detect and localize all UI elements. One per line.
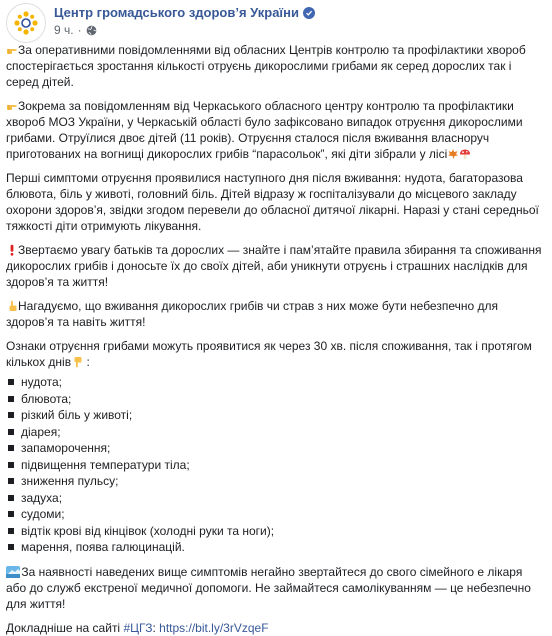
- hand-point-up-icon: [6, 300, 18, 312]
- list-item: судоми;: [6, 506, 544, 523]
- paragraph-call-doctor: [6, 564, 544, 612]
- post-body: [6, 42, 544, 636]
- phc-logo-icon: [13, 10, 39, 36]
- red-exclamation-icon: [6, 244, 18, 256]
- meta-separator: ·: [77, 23, 82, 37]
- list-item: блювота;: [6, 391, 544, 408]
- paragraph-call-doctor-text: За наявності наведених вище симптомів негайно звертайтеся до свого сімейного е лікаря або до служб екстреної медичної допомоги. Не займайтеся самолікуванням — це небезпечно для життя!: [6, 564, 531, 611]
- list-item: нудота;: [6, 374, 544, 391]
- verified-badge-icon: [303, 7, 315, 19]
- bullet-square-icon: [8, 445, 14, 451]
- hand-point-right-icon: [6, 100, 18, 112]
- page-name-link[interactable]: Центр громадського здоров’я України: [54, 5, 299, 20]
- paragraph-reminder: [6, 298, 544, 330]
- list-item: марення, поява галюцинацій.: [6, 539, 544, 556]
- maple-leaf-icon: [447, 148, 459, 160]
- paragraph-warning: [6, 242, 544, 290]
- list-item: відтік крові від кінцівок (холодні руки та ноги);: [6, 523, 544, 540]
- paragraph-more-info: [6, 620, 544, 636]
- paragraph-case-text: Зокрема за повідомленням від Черкаського обласного центру контролю та профілактики хвороб МОЗ України, у Черкаській області було зафіксовано випадок отруєння дикорослими грибами. Отруїлися двоє дітей (11 років). Отруєння сталося після вживання власноруч приготованих на вогнищі дикорослих грибів “парасольок”, які діти зібрали у лісі: [6, 99, 523, 161]
- post-meta: [54, 22, 315, 38]
- more-info-colon: :: [152, 620, 160, 635]
- paragraph-signs-colon: :: [83, 355, 90, 369]
- paragraph-symptoms-case-text: Перші симптоми отруєння проявилися наступного дня після вживання: нудота, багаторазова блювота, біль у животі, головний біль. Дітей відразу ж госпіталізували до місцевого закладу охорони здоров’я, звідки згодом перевели до обласної дитячої лікарні. Наразі у стані середньої тяжкості діти отримують лікування.: [6, 171, 539, 233]
- bullet-square-icon: [8, 462, 14, 468]
- bullet-square-icon: [8, 379, 14, 385]
- hand-point-right-icon: [6, 44, 18, 56]
- mushroom-icon: [459, 148, 471, 160]
- list-item: діарея;: [6, 424, 544, 441]
- list-item: запаморочення;: [6, 440, 544, 457]
- paragraph-intro: [6, 42, 544, 90]
- post-header-text: [54, 3, 315, 38]
- list-item: зниження пульсу;: [6, 473, 544, 490]
- bullet-square-icon: [8, 495, 14, 501]
- bullet-square-icon: [8, 412, 14, 418]
- page-avatar[interactable]: [6, 3, 46, 43]
- hashtag-link[interactable]: #ЦГЗ: [123, 620, 153, 635]
- bullet-square-icon: [8, 478, 14, 484]
- bullet-square-icon: [8, 544, 14, 550]
- globe-icon[interactable]: [86, 25, 97, 36]
- paragraph-symptoms-case: [6, 170, 544, 234]
- list-item: задуха;: [6, 490, 544, 507]
- paragraph-signs-text: Ознаки отруєння грибами можуть проявитися як через 30 хв. після споживання, так і протягом кількох днів: [6, 339, 532, 369]
- paragraph-signs: [6, 338, 544, 370]
- page-name-row: [54, 4, 315, 21]
- paragraph-reminder-text: Нагадуємо, що вживання дикорослих грибів чи страв з них може бути небезпечно для здоров’я та навіть життя!: [6, 299, 498, 329]
- list-item: різкий біль у животі;: [6, 407, 544, 424]
- post-timestamp[interactable]: 9 ч.: [54, 23, 74, 37]
- hand-point-down-icon: [71, 356, 83, 368]
- bullet-square-icon: [8, 511, 14, 517]
- bullet-square-icon: [8, 396, 14, 402]
- more-info-prefix: Докладніше на сайті: [6, 620, 124, 635]
- paragraph-warning-text: Звертаємо увагу батьків та дорослих — знайте і пам’ятайте правила збирання та споживання дикорослих грибів і доносьте їх до своїх дітей, аби уникнути отруєнь і страшних наслідків для здоров’я та життя!: [6, 243, 542, 289]
- symptoms-list: [6, 374, 544, 556]
- paragraph-case: [6, 98, 544, 162]
- ambulance-scene-icon: [6, 566, 18, 578]
- post-header: [6, 0, 544, 42]
- bullet-square-icon: [8, 528, 14, 534]
- external-link[interactable]: https://bit.ly/3rVzqeF: [159, 620, 269, 635]
- paragraph-intro-text: За оперативними повідомленнями від обласних Центрів контролю та профілактики хвороб спостерігається зростання кількості отруєнь дикорослими грибами як серед дорослих так і серед дітей.: [6, 43, 526, 89]
- list-item: підвищення температури тіла;: [6, 457, 544, 474]
- bullet-square-icon: [8, 429, 14, 435]
